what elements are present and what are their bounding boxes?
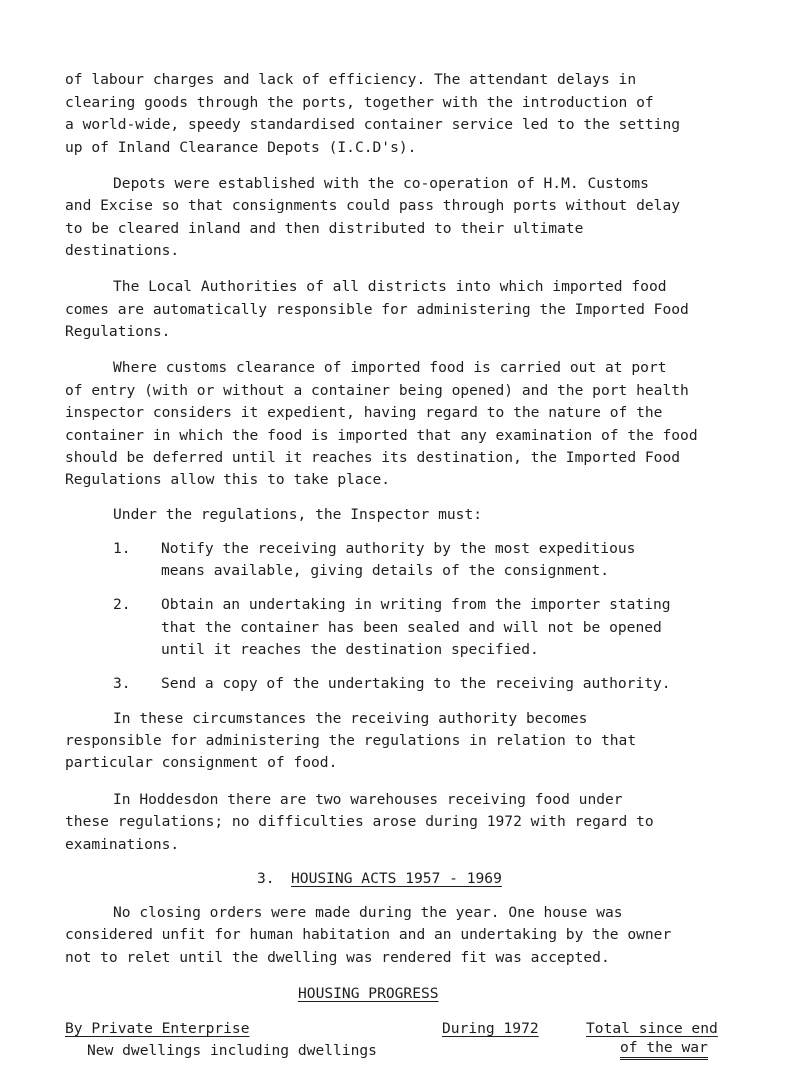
- hoddesdon-line: In Hoddesdon there are two warehouses receiving food under: [113, 790, 623, 808]
- depots-line: Depots were established with the co-operation of H.M. Customs: [113, 174, 649, 192]
- customs-line: of entry (with or without a container being opened) and the port health: [65, 381, 689, 399]
- section-number: 3.: [257, 869, 275, 887]
- step-number: 1.: [113, 539, 131, 557]
- circ-line: In these circumstances the receiving authority becomes: [113, 709, 588, 727]
- customs-line: Regulations allow this to take place.: [65, 471, 391, 489]
- step-number: 3.: [113, 675, 131, 693]
- step-line: Obtain an undertaking in writing from the importer stating: [161, 596, 671, 614]
- intro-line: clearing goods through the ports, together with the introduction of: [65, 93, 654, 111]
- intro-line: of labour charges and lack of efficiency. The attendant delays in: [65, 71, 637, 89]
- hoddesdon-line: examinations.: [65, 835, 180, 853]
- circ-line: particular consignment of food.: [65, 754, 338, 772]
- customs-line: inspector considers it expedient, having regard to the nature of the: [65, 404, 663, 422]
- progress-col-during: During 1972: [442, 1019, 539, 1037]
- customs-line: container in which the food is imported that any examination of the food: [65, 426, 698, 444]
- step-line: Send a copy of the undertaking to the receiving authority.: [161, 675, 671, 693]
- progress-col-left: By Private Enterprise: [65, 1019, 250, 1037]
- section-heading: HOUSING ACTS 1957 - 1969: [291, 869, 502, 887]
- intro-line: a world-wide, speedy standardised container service led to the setting: [65, 116, 681, 134]
- progress-row-label: New dwellings including dwellings: [87, 1042, 377, 1060]
- intro-line: up of Inland Clearance Depots (I.C.D's).: [65, 138, 417, 156]
- housing-line: considered unfit for human habitation and an undertaking by the owner: [65, 926, 672, 944]
- local-line: comes are automatically responsible for administering the Imported Food: [65, 300, 689, 318]
- step-number: 2.: [113, 596, 131, 614]
- depots-line: and Excise so that consignments could pass through ports without delay: [65, 197, 681, 215]
- progress-col-total-sub: of the war: [620, 1040, 708, 1060]
- step-line: that the container has been sealed and will not be opened: [161, 618, 662, 636]
- housing-line: not to relet until the dwelling was rendered fit was accepted.: [65, 948, 610, 966]
- local-line: The Local Authorities of all districts into which imported food: [113, 278, 667, 296]
- customs-line: should be deferred until it reaches its destination, the Imported Food: [65, 448, 681, 466]
- hoddesdon-line: these regulations; no difficulties arose during 1972 with regard to: [65, 813, 654, 831]
- progress-title: HOUSING PROGRESS: [298, 984, 439, 1002]
- customs-line: Where customs clearance of imported food is carried out at port: [113, 359, 667, 377]
- regulations-intro: Under the regulations, the Inspector must:: [113, 505, 483, 523]
- circ-line: responsible for administering the regulations in relation to that: [65, 732, 637, 750]
- depots-line: to be cleared inland and then distributed to their ultimate: [65, 219, 584, 237]
- progress-col-total: Total since end: [586, 1019, 718, 1037]
- housing-line: No closing orders were made during the year. One house was: [113, 903, 623, 921]
- step-line: means available, giving details of the consignment.: [161, 562, 610, 580]
- local-line: Regulations.: [65, 323, 171, 341]
- depots-line: destinations.: [65, 242, 180, 260]
- step-line: Notify the receiving authority by the most expeditious: [161, 539, 636, 557]
- step-line: until it reaches the destination specified.: [161, 641, 539, 659]
